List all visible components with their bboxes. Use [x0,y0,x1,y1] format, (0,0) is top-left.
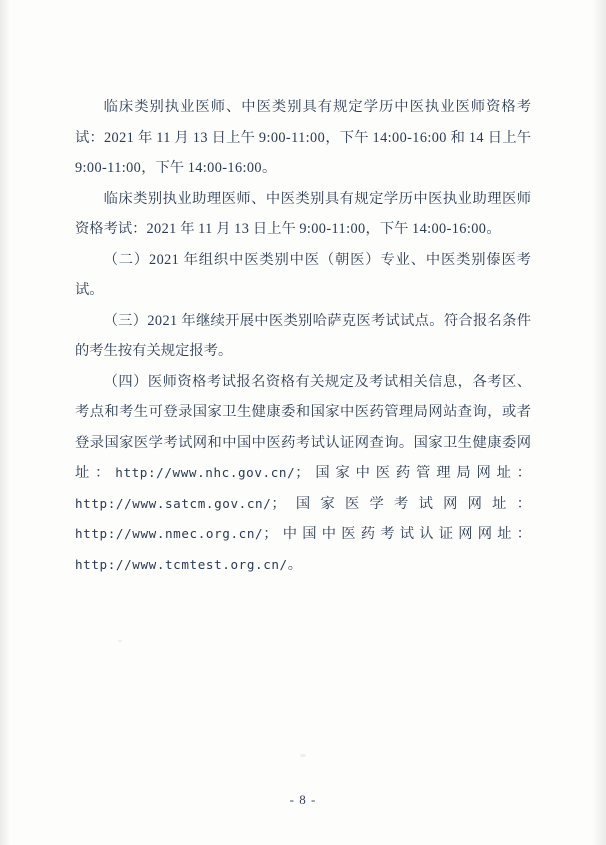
paragraph-exam-schedule-assistant: 临床类别执业助理医师、中医类别具有规定学历中医执业助理医师资格考试：2021 年 11 月 13 日上午 9:00-11:00，下午 14:00-16:00。 [75,190,531,237]
scan-smudge [300,754,306,757]
scan-smudge [118,640,122,642]
paragraph-item-three: （三）2021 年继续开展中医类别哈萨克医考试试点。符合报名条件的考生按有关规定报考。 [75,312,532,359]
paragraph-item-two: （二）2021 年组织中医类别中医（朝医）专业、中医类别傣医考试。 [75,251,531,298]
document-body [75,92,531,580]
page-number: - 8 - [289,792,317,807]
paragraph-exam-schedule-practicing: 临床类别执业医师、中医类别具有规定学历中医执业医师资格考试：2021 年 11 月 13 日上午 9:00-11:00，下午 14:00-16:00 和 14 日上午 9:00-11:00，下午 14:00-16:00。 [75,99,532,176]
paragraph-item-four: （四）医师资格考试报名资格有关规定及考试相关信息，各考区、考点和考生可登录国家卫生健康委和国家中医药管理局网站查询，或者登录国家医学考试网和中国中医药考试认证网查询。国家卫生健康委网址：http://www.nhc.gov.cn/；国家中医药管理局网址：http://www.satcm.gov.cn/；国家医学考试网网址：http://www.nmec.org.cn/；中国中医药考试认证网网址：http://www.tcmtest.org.cn/。 [75,373,532,573]
